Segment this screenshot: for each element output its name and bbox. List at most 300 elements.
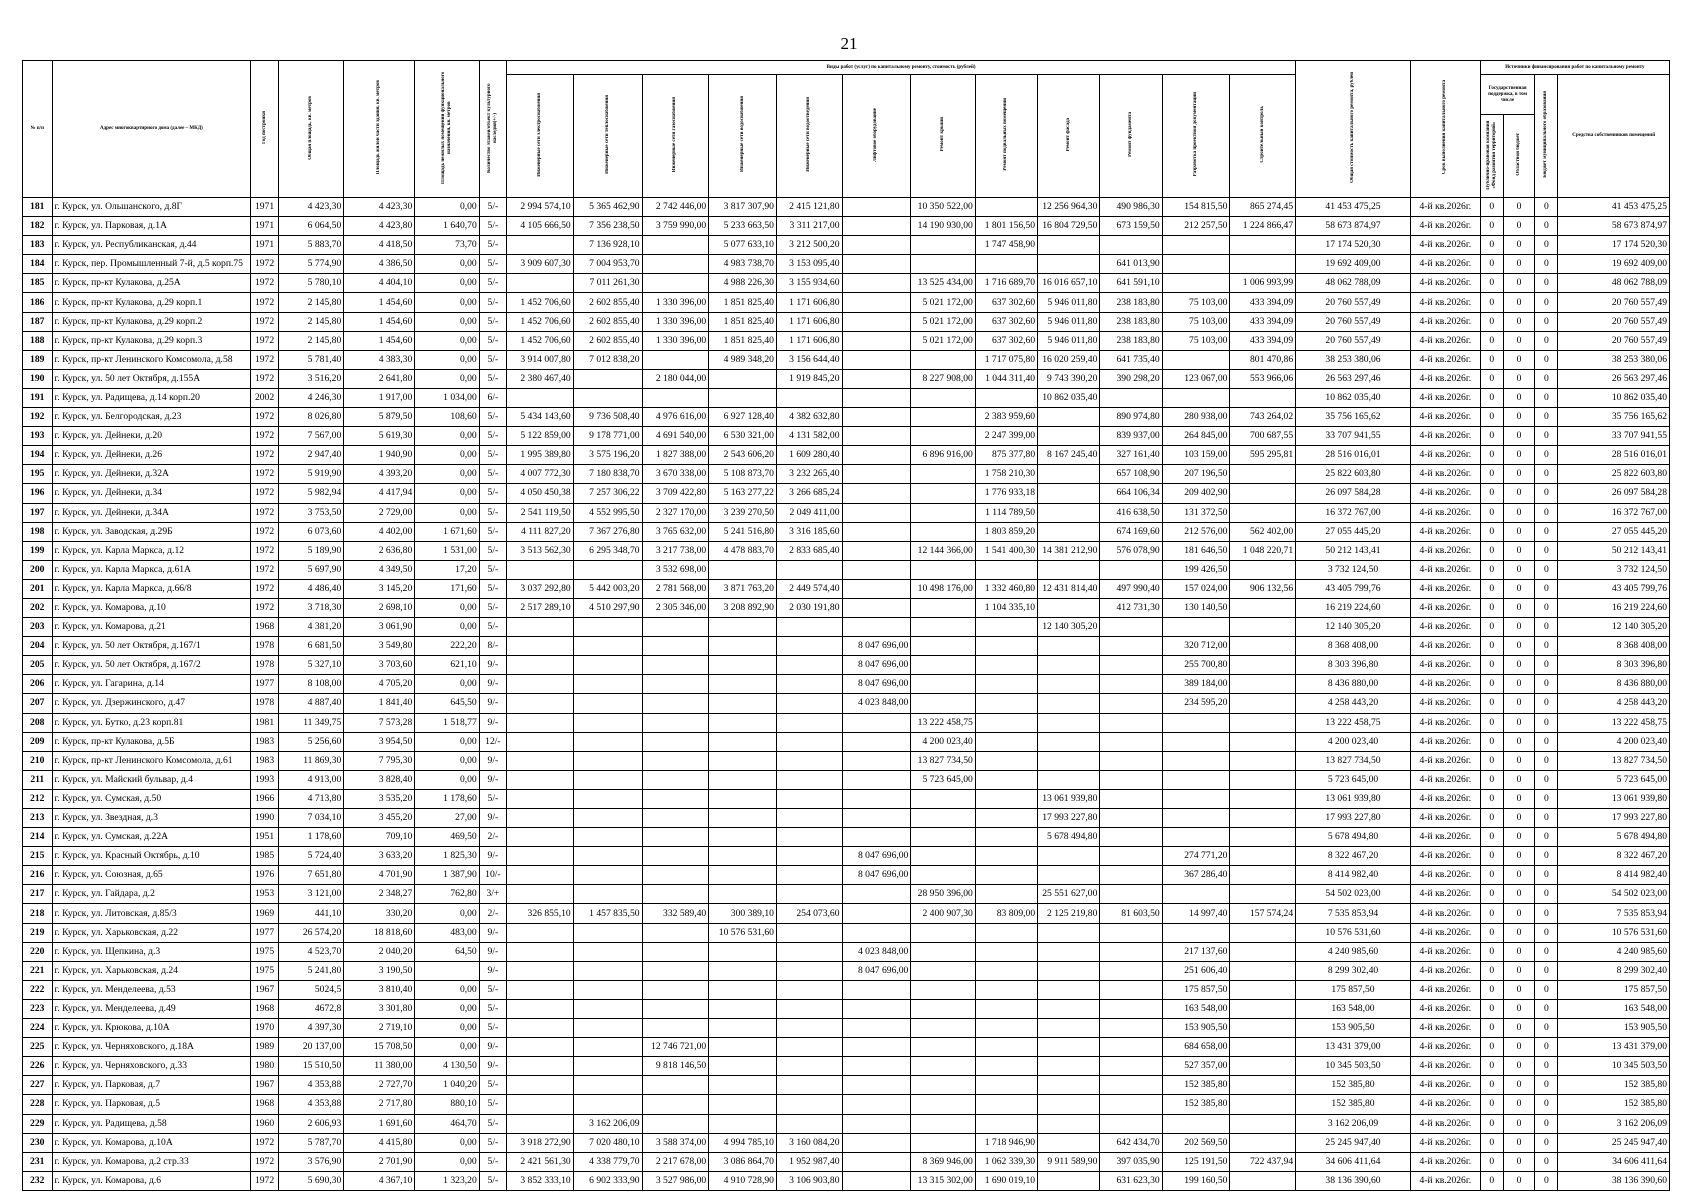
cell-total-cost: 26 563 297,46 [1296, 369, 1411, 388]
cell-work [975, 980, 1037, 999]
cell-work [776, 885, 842, 904]
table-row [23, 1114, 1670, 1133]
cell-work [842, 579, 911, 598]
cell-address: г. Курск, пр-кт Кулакова, д.5Б [52, 732, 251, 751]
cell-work: 637 302,60 [975, 312, 1037, 331]
cell-work [709, 847, 777, 866]
cell-regional: 0 [1503, 331, 1535, 350]
cell-work [975, 675, 1037, 694]
cell-work: 3 914 007,80 [507, 350, 574, 369]
cell-work: 1 609 280,40 [776, 446, 842, 465]
cell-regional: 0 [1503, 732, 1535, 751]
cell-work [776, 618, 842, 637]
cell-total-cost: 50 212 143,41 [1296, 541, 1411, 560]
cell-work [911, 1019, 975, 1038]
cell-work: 5 021 172,00 [911, 312, 975, 331]
cell-term: 4-й кв.2026г. [1410, 828, 1480, 847]
cell-work [642, 255, 709, 274]
cell-total-cost: 38 253 380,06 [1296, 350, 1411, 369]
cell-term: 4-й кв.2026г. [1410, 1114, 1480, 1133]
cell-work: 13 525 434,00 [911, 274, 975, 293]
cell-work [507, 656, 574, 675]
cell-living-area: 4 701,90 [344, 866, 415, 885]
cell-year: 1971 [251, 198, 278, 217]
cell-total-cost: 8 299 302,40 [1296, 961, 1411, 980]
cell-address: г. Курск, ул. Харьковская, д.22 [52, 923, 251, 942]
cell-work [507, 236, 574, 255]
cell-work: 906 132,56 [1230, 579, 1296, 598]
cell-nonliving-area: 0,00 [415, 484, 479, 503]
cell-floors: 5/- [479, 198, 506, 217]
cell-num: 207 [23, 694, 53, 713]
table-row [23, 713, 1670, 732]
cell-total-cost: 10 862 035,40 [1296, 388, 1411, 407]
cell-work: 1 851 825,40 [709, 331, 777, 350]
cell-municipal: 0 [1535, 618, 1558, 637]
cell-work [507, 809, 574, 828]
cell-work: 3 513 562,30 [507, 541, 574, 560]
cell-work [1038, 484, 1100, 503]
header-term: Срок выполнения капитального ремонта [1410, 61, 1480, 198]
cell-work [642, 637, 709, 656]
cell-work: 1 776 933,18 [975, 484, 1037, 503]
cell-year: 1967 [251, 1076, 278, 1095]
cell-work: 5 021 172,00 [911, 293, 975, 312]
cell-work [975, 789, 1037, 808]
cell-own-funds: 26 563 297,46 [1558, 369, 1670, 388]
cell-floors: 5/- [479, 484, 506, 503]
cell-term: 4-й кв.2026г. [1410, 713, 1480, 732]
cell-address: г. Курск, ул. 50 лет Октября, д.167/1 [52, 637, 251, 656]
cell-work [911, 427, 975, 446]
cell-own-funds: 20 760 557,49 [1558, 312, 1670, 331]
cell-work [1230, 656, 1296, 675]
cell-year: 1972 [251, 274, 278, 293]
cell-total-area: 4 246,30 [278, 388, 344, 407]
cell-work: 2 449 574,40 [776, 579, 842, 598]
cell-year: 1972 [251, 503, 278, 522]
cell-work [975, 198, 1037, 217]
cell-address: г. Курск, пр-кт Ленинского Комсомола, д.58 [52, 350, 251, 369]
table-row [23, 484, 1670, 503]
cell-work: 5 163 277,22 [709, 484, 777, 503]
cell-nonliving-area: 108,60 [415, 408, 479, 427]
cell-work [573, 999, 642, 1018]
cell-total-area: 4 381,20 [278, 618, 344, 637]
cell-floors: 5/- [479, 1133, 506, 1152]
cell-municipal: 0 [1535, 732, 1558, 751]
cell-address: г. Курск, пер. Промышленный 7-й, д.5 корп.75 [52, 255, 251, 274]
cell-num: 195 [23, 465, 53, 484]
cell-total-area: 4 353,88 [278, 1076, 344, 1095]
cell-work [642, 942, 709, 961]
cell-work [842, 770, 911, 789]
header-address: Адрес многоквартирного дома (далее – МКД) [52, 61, 251, 198]
cell-work [1038, 770, 1100, 789]
cell-work [573, 1019, 642, 1038]
cell-total-cost: 17 993 227,80 [1296, 809, 1411, 828]
cell-total-cost: 7 535 853,94 [1296, 904, 1411, 923]
cell-regional: 0 [1503, 293, 1535, 312]
cell-work [911, 980, 975, 999]
cell-work: 5 365 462,90 [573, 198, 642, 217]
cell-work [776, 1114, 842, 1133]
cell-nonliving-area: 0,00 [415, 427, 479, 446]
cell-term: 4-й кв.2026г. [1410, 198, 1480, 217]
cell-address: г. Курск, ул. Звездная, д.3 [52, 809, 251, 828]
cell-total-area: 5 781,40 [278, 350, 344, 369]
cell-address: г. Курск, ул. Карла Маркса, д.61А [52, 560, 251, 579]
cell-work [709, 999, 777, 1018]
cell-work: 8 047 696,00 [842, 637, 911, 656]
cell-work [911, 618, 975, 637]
cell-work: 2 543 606,20 [709, 446, 777, 465]
cell-own-funds: 8 299 302,40 [1558, 961, 1670, 980]
table-row [23, 751, 1670, 770]
cell-year: 1983 [251, 751, 278, 770]
cell-floors: 5/- [479, 789, 506, 808]
cell-address: г. Курск, ул. Черняховского, д.18А [52, 1038, 251, 1057]
cell-work: 2 049 411,00 [776, 503, 842, 522]
cell-work [573, 751, 642, 770]
cell-work: 16 804 729,50 [1038, 217, 1100, 236]
cell-num: 206 [23, 675, 53, 694]
cell-work: 14 381 212,90 [1038, 541, 1100, 560]
cell-term: 4-й кв.2026г. [1410, 1076, 1480, 1095]
cell-num: 223 [23, 999, 53, 1018]
cell-fund: 0 [1480, 1038, 1503, 1057]
cell-term: 4-й кв.2026г. [1410, 427, 1480, 446]
cell-work: 1 171 606,80 [776, 331, 842, 350]
cell-work [842, 331, 911, 350]
table-body [23, 198, 1670, 1191]
cell-work [1230, 465, 1296, 484]
cell-living-area: 3 190,50 [344, 961, 415, 980]
cell-work [1230, 923, 1296, 942]
cell-living-area: 2 636,80 [344, 541, 415, 560]
cell-work [709, 560, 777, 579]
cell-work [1230, 1133, 1296, 1152]
cell-work: 1 114 789,50 [975, 503, 1037, 522]
cell-total-area: 6 073,60 [278, 522, 344, 541]
cell-total-cost: 8 436 880,00 [1296, 675, 1411, 694]
cell-work [776, 789, 842, 808]
cell-floors: 2/- [479, 904, 506, 923]
cell-work [842, 1076, 911, 1095]
cell-work: 17 993 227,80 [1038, 809, 1100, 828]
cell-num: 228 [23, 1095, 53, 1114]
cell-work [1038, 942, 1100, 961]
cell-total-area: 5 883,70 [278, 236, 344, 255]
cell-work: 5 678 494,80 [1038, 828, 1100, 847]
cell-work: 152 385,80 [1162, 1095, 1230, 1114]
cell-address: г. Курск, ул. Комарова, д.10А [52, 1133, 251, 1152]
cell-total-cost: 33 707 941,55 [1296, 427, 1411, 446]
cell-municipal: 0 [1535, 866, 1558, 885]
cell-work: 367 286,40 [1162, 866, 1230, 885]
cell-total-cost: 10 345 503,50 [1296, 1057, 1411, 1076]
cell-regional: 0 [1503, 656, 1535, 675]
cell-work [642, 388, 709, 407]
cell-municipal: 0 [1535, 675, 1558, 694]
cell-year: 1981 [251, 713, 278, 732]
cell-year: 1972 [251, 1171, 278, 1190]
cell-work: 181 646,50 [1162, 541, 1230, 560]
cell-total-area: 3 516,20 [278, 369, 344, 388]
cell-work [1038, 1057, 1100, 1076]
cell-term: 4-й кв.2026г. [1410, 637, 1480, 656]
cell-municipal: 0 [1535, 217, 1558, 236]
cell-regional: 0 [1503, 1095, 1535, 1114]
header-fund: Публично-правовая компания «Фонд развития территорий» [1480, 115, 1503, 198]
cell-work: 722 437,94 [1230, 1152, 1296, 1171]
cell-living-area: 4 418,50 [344, 236, 415, 255]
cell-work: 5 122 859,00 [507, 427, 574, 446]
cell-work [507, 980, 574, 999]
cell-year: 1968 [251, 999, 278, 1018]
cell-work [507, 388, 574, 407]
cell-work [776, 942, 842, 961]
cell-living-area: 2 727,70 [344, 1076, 415, 1095]
table-row [23, 331, 1670, 350]
cell-floors: 5/- [479, 1152, 506, 1171]
cell-work [1100, 809, 1162, 828]
cell-nonliving-area: 1 640,70 [415, 217, 479, 236]
cell-work [1162, 255, 1230, 274]
cell-work: 641 735,40 [1100, 350, 1162, 369]
cell-work [1100, 732, 1162, 751]
cell-work [1100, 618, 1162, 637]
cell-fund: 0 [1480, 522, 1503, 541]
cell-own-funds: 10 862 035,40 [1558, 388, 1670, 407]
cell-municipal: 0 [1535, 999, 1558, 1018]
cell-floors: 9/- [479, 942, 506, 961]
cell-work [642, 866, 709, 885]
cell-total-area: 5 982,94 [278, 484, 344, 503]
cell-work [507, 847, 574, 866]
cell-floors: 5/- [479, 579, 506, 598]
cell-work [709, 980, 777, 999]
cell-work [1038, 961, 1100, 980]
cell-term: 4-й кв.2026г. [1410, 770, 1480, 789]
cell-num: 202 [23, 598, 53, 617]
cell-own-funds: 8 303 396,80 [1558, 656, 1670, 675]
cell-work [776, 637, 842, 656]
cell-work [573, 1057, 642, 1076]
cell-work [1038, 1095, 1100, 1114]
cell-work [842, 1152, 911, 1171]
cell-own-funds: 17 993 227,80 [1558, 809, 1670, 828]
cell-num: 231 [23, 1152, 53, 1171]
cell-work [842, 713, 911, 732]
cell-work [975, 618, 1037, 637]
cell-work: 1 330 396,00 [642, 293, 709, 312]
cell-work [1230, 1076, 1296, 1095]
cell-total-area: 7 567,00 [278, 427, 344, 446]
cell-address: г. Курск, ул. Дзержинского, д.47 [52, 694, 251, 713]
cell-work [842, 198, 911, 217]
cell-work [911, 809, 975, 828]
cell-work [975, 1076, 1037, 1095]
cell-work: 300 389,10 [709, 904, 777, 923]
cell-work [975, 1038, 1037, 1057]
cell-term: 4-й кв.2026г. [1410, 675, 1480, 694]
cell-term: 4-й кв.2026г. [1410, 618, 1480, 637]
cell-living-area: 3 145,20 [344, 579, 415, 598]
table-row [23, 999, 1670, 1018]
cell-own-funds: 35 756 165,62 [1558, 408, 1670, 427]
cell-num: 186 [23, 293, 53, 312]
cell-work [642, 961, 709, 980]
cell-term: 4-й кв.2026г. [1410, 1057, 1480, 1076]
cell-own-funds: 13 222 458,75 [1558, 713, 1670, 732]
cell-total-cost: 26 097 584,28 [1296, 484, 1411, 503]
cell-work [573, 369, 642, 388]
cell-work: 673 159,50 [1100, 217, 1162, 236]
cell-term: 4-й кв.2026г. [1410, 1171, 1480, 1190]
cell-total-area: 20 137,00 [278, 1038, 344, 1057]
cell-floors: 5/- [479, 980, 506, 999]
cell-term: 4-й кв.2026г. [1410, 885, 1480, 904]
table-row [23, 446, 1670, 465]
cell-work [642, 980, 709, 999]
cell-regional: 0 [1503, 789, 1535, 808]
cell-work: 875 377,80 [975, 446, 1037, 465]
cell-address: г. Курск, ул. Майский бульвар, д.4 [52, 770, 251, 789]
cell-floors: 9/- [479, 961, 506, 980]
cell-work [1038, 465, 1100, 484]
cell-work: 412 731,30 [1100, 598, 1162, 617]
cell-address: г. Курск, пр-кт Кулакова, д.25А [52, 274, 251, 293]
cell-term: 4-й кв.2026г. [1410, 923, 1480, 942]
cell-year: 1977 [251, 675, 278, 694]
cell-floors: 2/- [479, 828, 506, 847]
cell-regional: 0 [1503, 217, 1535, 236]
cell-work: 3 670 338,00 [642, 465, 709, 484]
cell-floors: 10/- [479, 866, 506, 885]
cell-work: 576 078,90 [1100, 541, 1162, 560]
cell-term: 4-й кв.2026г. [1410, 694, 1480, 713]
cell-own-funds: 54 502 023,00 [1558, 885, 1670, 904]
cell-municipal: 0 [1535, 236, 1558, 255]
cell-total-cost: 3 732 124,50 [1296, 560, 1411, 579]
cell-work: 5 946 011,80 [1038, 293, 1100, 312]
cell-floors: 5/- [479, 618, 506, 637]
cell-work: 202 569,50 [1162, 1133, 1230, 1152]
cell-work: 2 030 191,80 [776, 598, 842, 617]
cell-address: г. Курск, ул. 50 лет Октября, д.167/2 [52, 656, 251, 675]
cell-work: 657 108,90 [1100, 465, 1162, 484]
cell-work: 2 541 119,50 [507, 503, 574, 522]
cell-work: 562 402,00 [1230, 522, 1296, 541]
cell-living-area: 3 828,40 [344, 770, 415, 789]
cell-work [911, 560, 975, 579]
cell-total-cost: 4 240 985,60 [1296, 942, 1411, 961]
cell-floors: 5/- [479, 446, 506, 465]
cell-total-cost: 43 405 799,76 [1296, 579, 1411, 598]
cell-work: 8 369 946,00 [911, 1152, 975, 1171]
cell-own-funds: 175 857,50 [1558, 980, 1670, 999]
cell-work [975, 255, 1037, 274]
cell-work: 16 016 657,10 [1038, 274, 1100, 293]
cell-nonliving-area: 0,00 [415, 369, 479, 388]
cell-municipal: 0 [1535, 522, 1558, 541]
cell-work [1038, 1019, 1100, 1038]
cell-year: 1972 [251, 312, 278, 331]
cell-total-cost: 3 162 206,09 [1296, 1114, 1411, 1133]
cell-municipal: 0 [1535, 369, 1558, 388]
cell-work [1038, 713, 1100, 732]
cell-work [507, 828, 574, 847]
cell-floors: 5/- [479, 1171, 506, 1190]
header-work: Лифтовое оборудование [842, 75, 911, 198]
cell-work [709, 809, 777, 828]
cell-work: 209 402,90 [1162, 484, 1230, 503]
cell-address: г. Курск, ул. Литовская, д.85/3 [52, 904, 251, 923]
cell-total-area: 4 913,00 [278, 770, 344, 789]
header-total-cost: Общая стоимость капитального ремонта, рублей [1296, 61, 1411, 198]
table-row [23, 369, 1670, 388]
cell-total-area: 6 681,50 [278, 637, 344, 656]
cell-work [911, 236, 975, 255]
cell-work [1100, 1019, 1162, 1038]
cell-num: 214 [23, 828, 53, 847]
cell-work: 6 927 128,40 [709, 408, 777, 427]
cell-work: 207 196,50 [1162, 465, 1230, 484]
cell-term: 4-й кв.2026г. [1410, 560, 1480, 579]
cell-work: 3 852 333,10 [507, 1171, 574, 1190]
cell-fund: 0 [1480, 961, 1503, 980]
cell-total-area: 5 724,40 [278, 847, 344, 866]
cell-work: 3 909 607,30 [507, 255, 574, 274]
cell-work: 1 995 389,80 [507, 446, 574, 465]
cell-work: 10 498 176,00 [911, 579, 975, 598]
cell-work [842, 350, 911, 369]
table-row [23, 255, 1670, 274]
cell-work: 152 385,80 [1162, 1076, 1230, 1095]
cell-work [975, 1057, 1037, 1076]
cell-work [842, 751, 911, 770]
cell-work: 4 105 666,50 [507, 217, 574, 236]
cell-floors: 3/+ [479, 885, 506, 904]
cell-year: 1975 [251, 961, 278, 980]
cell-own-funds: 12 140 305,20 [1558, 618, 1670, 637]
cell-living-area: 4 393,20 [344, 465, 415, 484]
cell-own-funds: 38 253 380,06 [1558, 350, 1670, 369]
cell-regional: 0 [1503, 1076, 1535, 1095]
cell-work [975, 847, 1037, 866]
cell-year: 1960 [251, 1114, 278, 1133]
cell-work [1230, 809, 1296, 828]
cell-work: 3 239 270,50 [709, 503, 777, 522]
cell-num: 184 [23, 255, 53, 274]
cell-work [642, 713, 709, 732]
cell-total-area: 11 349,75 [278, 713, 344, 732]
cell-year: 1970 [251, 1019, 278, 1038]
header-own-funds: Средства собственников помещений [1558, 75, 1670, 198]
cell-fund: 0 [1480, 274, 1503, 293]
cell-work [911, 694, 975, 713]
cell-own-funds: 163 548,00 [1558, 999, 1670, 1018]
cell-municipal: 0 [1535, 446, 1558, 465]
cell-address: г. Курск, ул. Радищева, д.58 [52, 1114, 251, 1133]
cell-work: 217 137,60 [1162, 942, 1230, 961]
cell-total-cost: 16 219 224,60 [1296, 598, 1411, 617]
cell-municipal: 0 [1535, 1038, 1558, 1057]
cell-work [776, 923, 842, 942]
cell-total-area: 4 353,88 [278, 1095, 344, 1114]
cell-year: 2002 [251, 388, 278, 407]
